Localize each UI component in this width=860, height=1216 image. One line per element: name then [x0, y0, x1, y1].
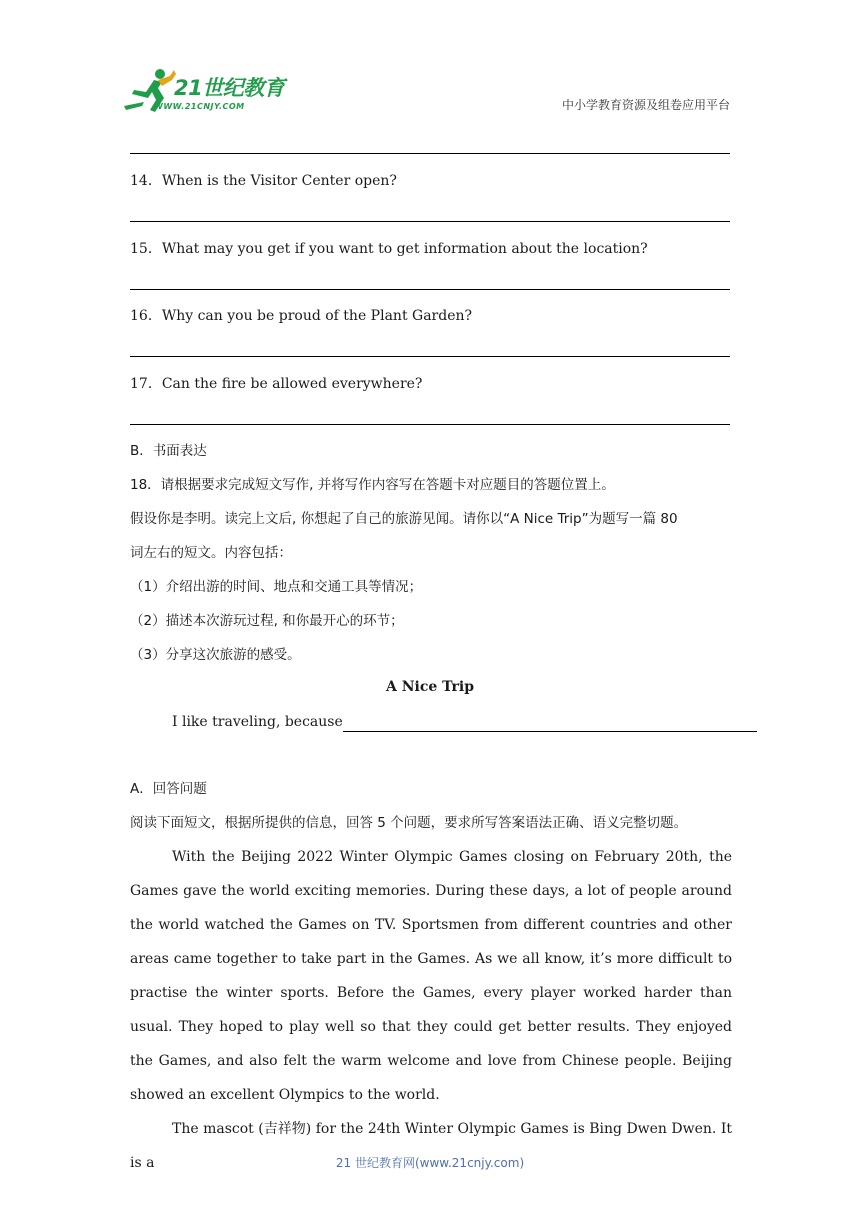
writing-prompt-line1: 假设你是李明。读完上文后, 你想起了自己的旅游见闻。请你以“A Nice Trip”为题写一篇 80: [130, 511, 678, 527]
logo: [122, 66, 292, 118]
question-15: 15．What may you get if you want to get information about the location?: [130, 241, 648, 257]
platform-name: 中小学教育资源及组卷应用平台: [561, 98, 730, 112]
page-footer: 21 世纪教育网(www.21cnjy.com): [335, 1156, 525, 1170]
question-14: 14．When is the Visitor Center open?: [130, 173, 397, 189]
section-writing-heading: B．书面表达: [130, 443, 207, 459]
question-18: 18．请根据要求完成短文写作, 并将写作内容写在答题卡对应题目的答题位置上。: [130, 477, 615, 493]
logo-url: WWW.21CNJY.COM: [154, 102, 245, 111]
question-17: 17．Can the fire be allowed everywhere?: [130, 376, 423, 392]
writing-prompt-line2: 词左右的短文。内容包括：: [130, 545, 292, 561]
page-header: [0, 0, 860, 130]
logo-text: 21世纪教育: [174, 76, 285, 100]
reading-passage: [130, 840, 732, 1180]
writing-point-2: （2）描述本次游玩过程, 和你最开心的环节；: [130, 613, 404, 629]
answer-line-17[interactable]: [130, 424, 730, 425]
reading-paragraph-2: The mascot (吉祥物) for the 24th Winter Olympic Games is Bing Dwen Dwen. It is a: [130, 1121, 732, 1171]
reading-paragraph-1: With the Beijing 2022 Winter Olympic Games closing on February 20th, the Games gave the world exciting memories. During these days, a lot of people around the world watched the Games on TV. Sportsmen from different countries and other areas came together to take part in the Games. As we all know, it’s more difficult to practise the winter sports. Before the Games, every player worked harder than usual. They hoped to play well so that they could get better results. They enjoyed the Games, and also felt the warm welcome and love from Chinese people. Beijing showed an excellent Olympics to the world.: [130, 849, 732, 1103]
answer-line-15[interactable]: [130, 289, 730, 290]
answer-line-16[interactable]: [130, 356, 730, 357]
reading-instruction: 阅读下面短文，根据所提供的信息，回答 5 个问题，要求所写答案语法正确、语义完整切题。: [130, 815, 688, 831]
essay-starter: I like traveling, because: [172, 714, 343, 730]
answer-line-14[interactable]: [130, 221, 730, 222]
section-reading-heading: A．回答问题: [130, 781, 207, 797]
essay-title: A Nice Trip: [385, 679, 475, 695]
essay-starter-row: [172, 712, 757, 732]
answer-line[interactable]: [130, 153, 730, 154]
essay-blank[interactable]: [343, 715, 757, 732]
writing-point-3: （3）分享这次旅游的感受。: [130, 647, 301, 663]
writing-point-1: （1）介绍出游的时间、地点和交通工具等情况；: [130, 579, 423, 595]
question-16: 16．Why can you be proud of the Plant Garden?: [130, 308, 473, 324]
